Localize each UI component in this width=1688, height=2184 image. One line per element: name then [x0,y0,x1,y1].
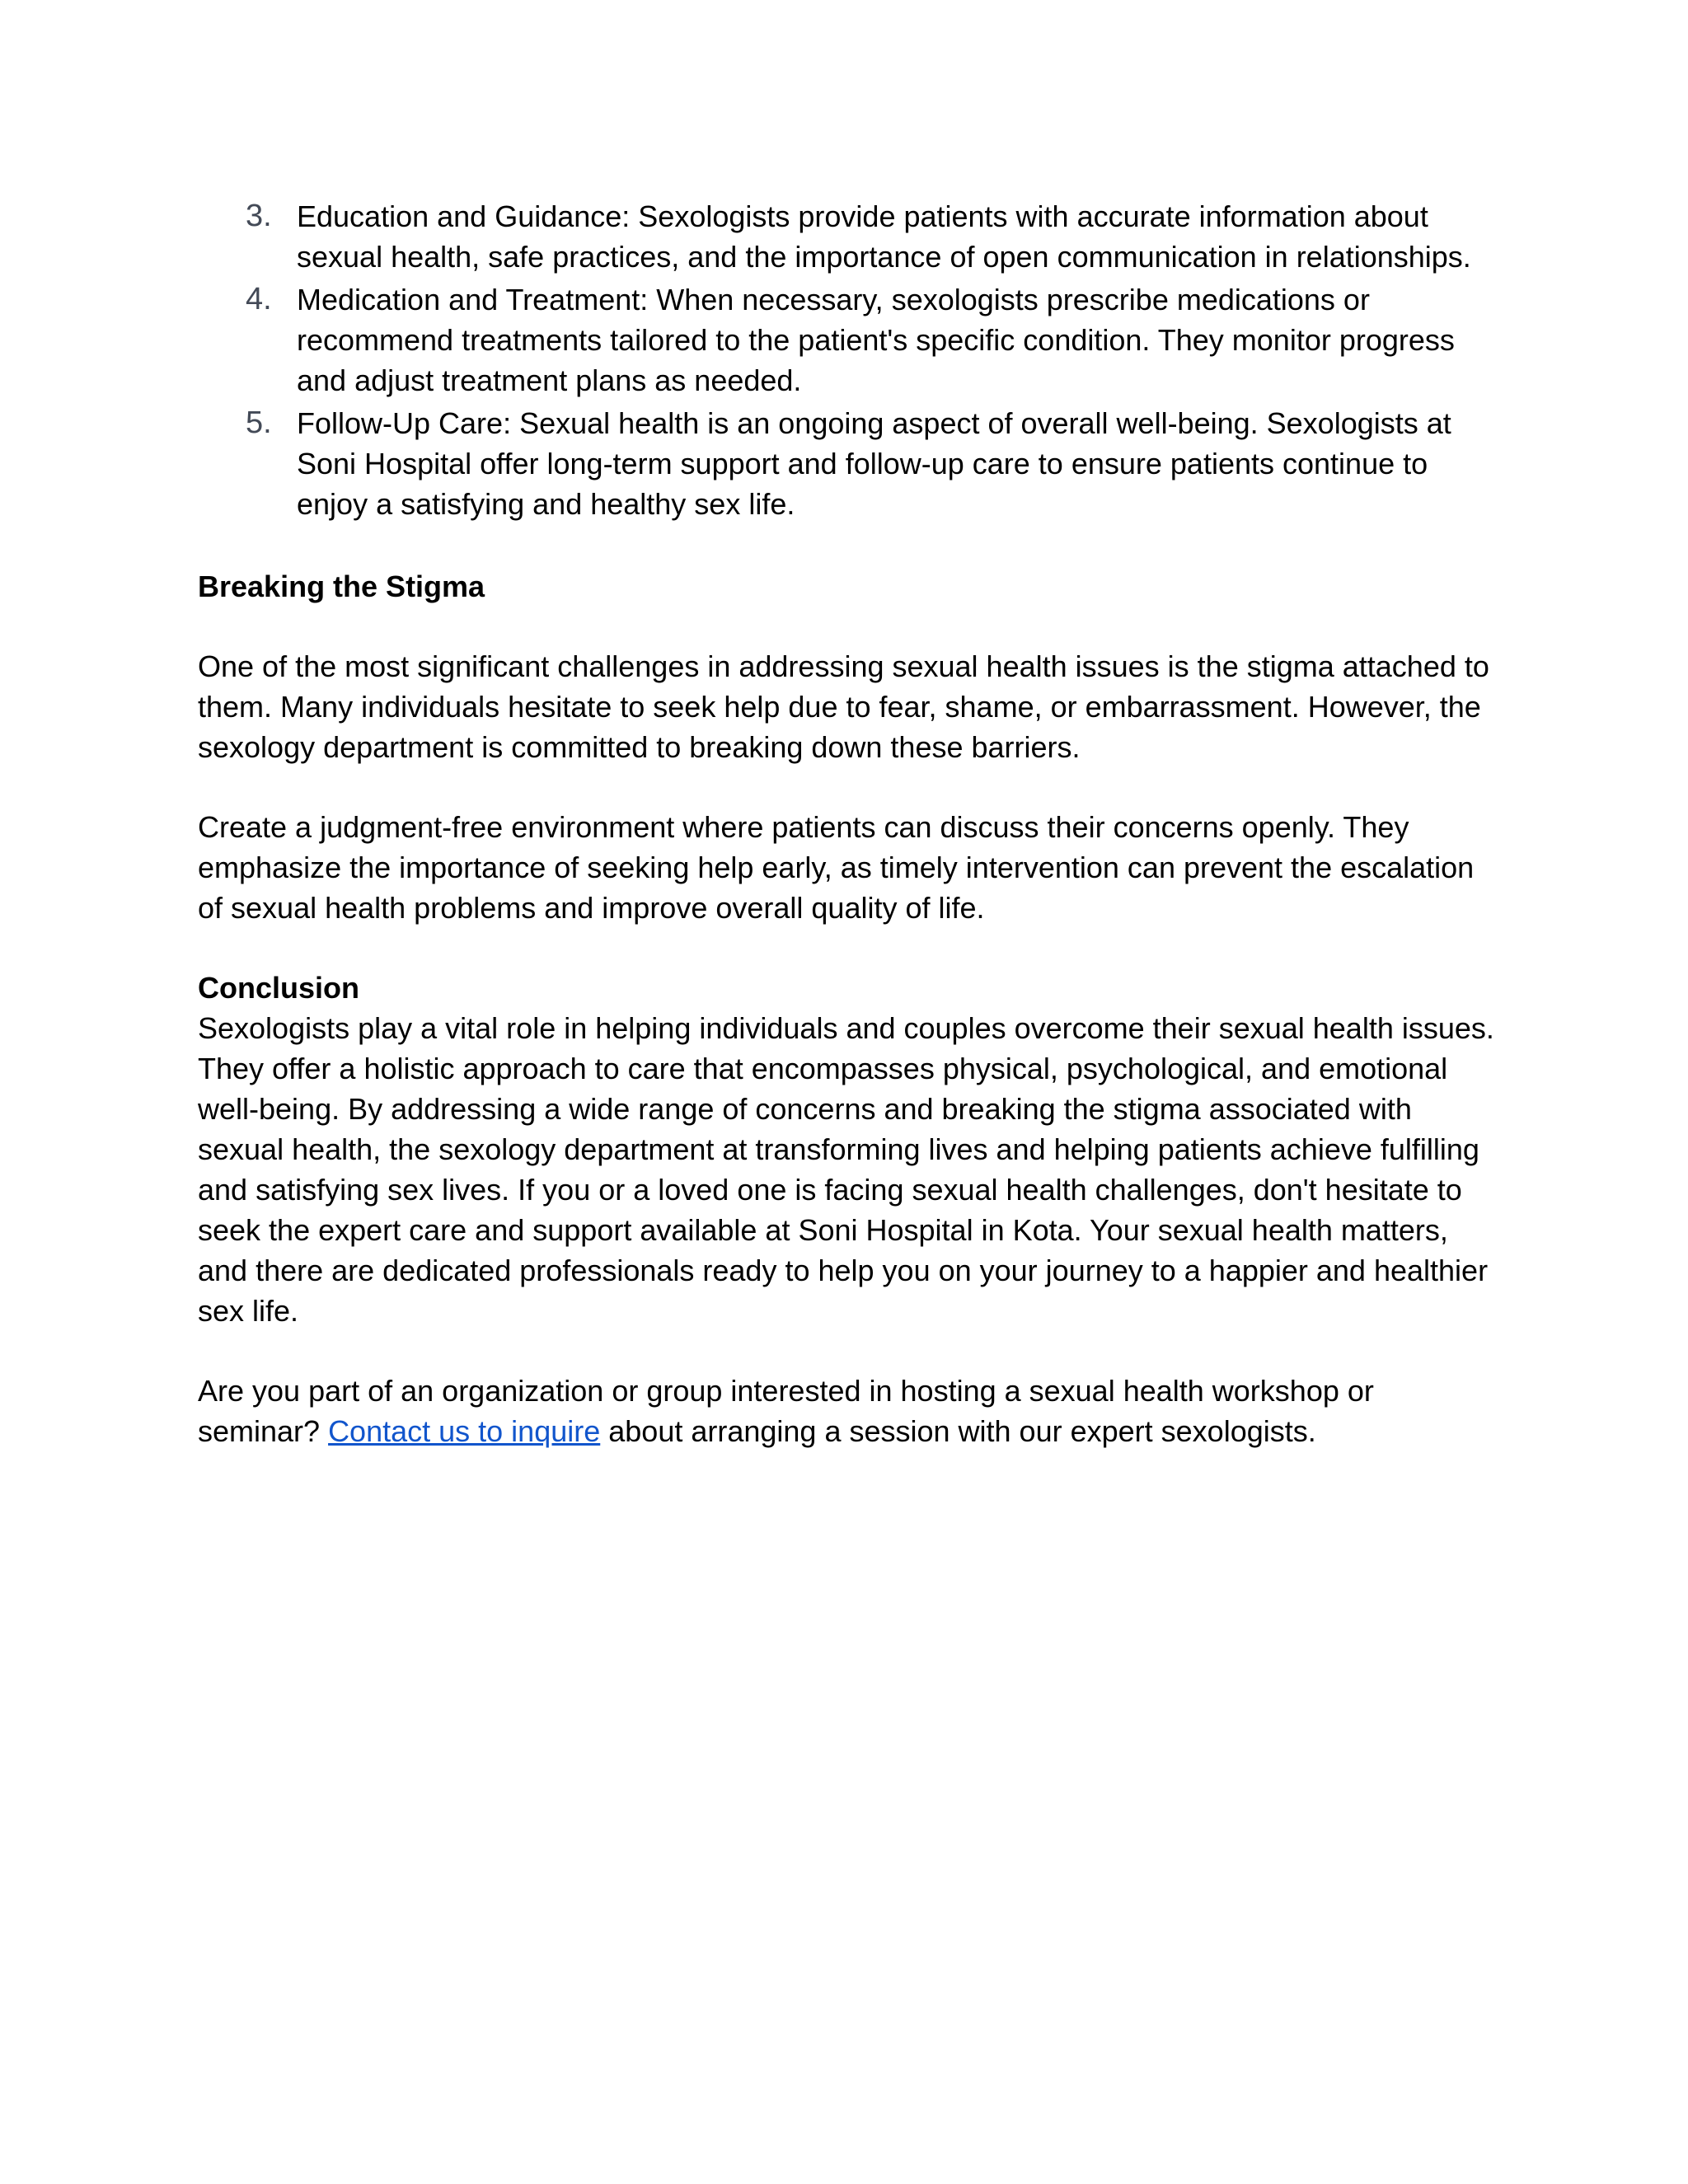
stigma-heading: Breaking the Stigma [198,569,485,603]
numbered-list [198,196,1500,524]
spacer [198,607,1500,646]
list-item [198,196,1500,277]
spacer [198,527,1500,566]
cta-text-after: about arranging a session with our expert sexologists. [600,1414,1316,1448]
spacer [198,928,1500,968]
spacer [198,767,1500,807]
list-number: 5. [246,405,272,440]
conclusion-heading: Conclusion [198,971,359,1005]
list-item-text: Follow-Up Care: Sexual health is an ongoing aspect of overall well-being. Sexologists at Soni Hospital offer long-term support and follow-up care to ensure patients continue to enjoy a satisfying and healthy sex life. [297,406,1451,521]
list-item [198,403,1500,524]
list-item [198,279,1500,401]
document-body [198,196,1500,1451]
list-item-text: Education and Guidance: Sexologists provide patients with accurate information about sexual health, safe practices, and the importance of open communication in relationships. [297,199,1471,274]
cta-paragraph [198,1371,1500,1451]
contact-link[interactable]: Contact us to inquire [328,1414,601,1448]
stigma-paragraph-2: Create a judgment-free environment where patients can discuss their concerns openly. They emphasize the importance of seeking help early, as timely intervention can prevent the escalation of sexual health problems and improve overall quality of life. [198,810,1475,925]
stigma-paragraph-1: One of the most significant challenges in addressing sexual health issues is the stigma attached to them. Many individuals hesitate to seek help due to fear, shame, or embarrassment. However, the sexology department is committed to breaking down these barriers. [198,649,1489,764]
list-number: 4. [246,282,272,316]
spacer [198,1331,1500,1371]
list-item-text: Medication and Treatment: When necessary, sexologists prescribe medications or recommend treatments tailored to the patient's specific condition. They monitor progress and adjust treatment plans as needed. [297,283,1455,397]
conclusion-paragraph: Sexologists play a vital role in helping individuals and couples overcome their sexual health issues. They offer a holistic approach to care that encompasses physical, psychological, and emotional well-being. By addressing a wide range of concerns and breaking the stigma associated with sexual health, the sexology department at transforming lives and helping patients achieve fulfilling and satisfying sex lives. If you or a loved one is facing sexual health challenges, don't hesitate to seek the expert care and support available at Soni Hospital in Kota. Your sexual health matters, and there are dedicated professionals ready to help you on your journey to a happier and healthier sex life. [198,1011,1494,1328]
cta-text-before: Are you part of an organization or group interested in hosting a sexual health workshop or seminar? [198,1374,1374,1448]
list-number: 3. [246,199,272,233]
